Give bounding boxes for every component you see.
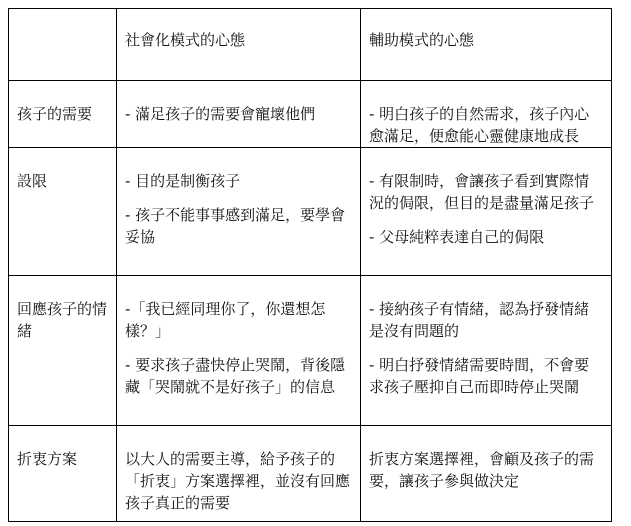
assist-cell — [361, 276, 612, 426]
assist-cell — [361, 148, 612, 276]
social-point: - 孩子不能事事感到滿足，要學會妥協 — [125, 206, 346, 246]
table-row — [9, 426, 612, 522]
social-point: 以大人的需要主導，給予孩子的「折衷」方案選擇裡，並沒有回應孩子真正的需要 — [125, 450, 351, 512]
social-cell — [117, 81, 361, 148]
social-point: -「我已經同理你了，你還想怎樣？」 — [125, 300, 326, 340]
header-assist-cell — [361, 9, 612, 81]
assist-point: 折衷方案選擇裡，會顧及孩子的需要，讓孩子參與做決定 — [369, 450, 595, 490]
row-label-cell — [9, 426, 117, 522]
row-label-needs: 孩子的需要 — [17, 105, 93, 123]
assist-point: - 接納孩子有情緒，認為抒發情緒是沒有問題的 — [369, 300, 590, 340]
social-cell — [117, 276, 361, 426]
table-row — [9, 276, 612, 426]
assist-point: - 明白孩子的自然需求，孩子內心愈滿足，便愈能心靈健康地成長 — [369, 105, 590, 145]
assist-cell — [361, 81, 612, 148]
social-cell — [117, 148, 361, 276]
table-row — [9, 148, 612, 276]
assist-cell — [361, 426, 612, 522]
social-point: - 目的是制衡孩子 — [125, 172, 241, 190]
table-row — [9, 81, 612, 148]
assist-point: - 父母純粹表達自己的侷限 — [369, 228, 545, 246]
row-label-emotions: 回應孩子的情緒 — [17, 300, 108, 340]
assist-point: - 明白抒發情緒需要時間，不會要求孩子壓抑自己而即時停止哭鬧 — [369, 356, 590, 396]
row-label-cell — [9, 148, 117, 276]
comparison-table — [8, 8, 612, 522]
header-social-text: 社會化模式的心態 — [125, 31, 246, 49]
assist-point: - 有限制時，會讓孩子看到實際情況的侷限，但目的是盡量滿足孩子 — [369, 172, 595, 212]
header-social-cell — [117, 9, 361, 81]
header-assist-text: 輔助模式的心態 — [369, 31, 475, 49]
social-point: - 滿足孩子的需要會寵壞他們 — [125, 105, 316, 123]
row-label-limits: 設限 — [17, 172, 48, 190]
table-header-row — [9, 9, 612, 81]
header-corner-cell — [9, 9, 117, 81]
row-label-compromise: 折衷方案 — [17, 450, 78, 468]
row-label-cell — [9, 81, 117, 148]
social-point: - 要求孩子盡快停止哭鬧，背後隱藏「哭鬧就不是好孩子」的信息 — [125, 356, 346, 396]
row-label-cell — [9, 276, 117, 426]
social-cell — [117, 426, 361, 522]
